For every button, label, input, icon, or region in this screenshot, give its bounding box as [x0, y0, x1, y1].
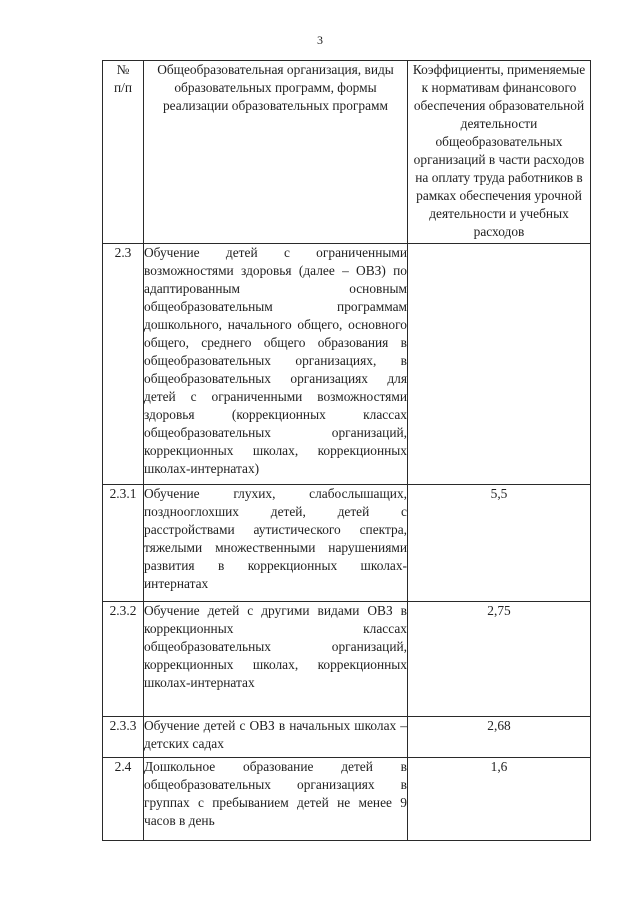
header-organization: Общеобразовательная организация, виды образовательных программ, формы реализации образовательных программ	[144, 61, 408, 244]
row-coefficient	[408, 244, 591, 485]
row-description: Дошкольное образование детей в общеобразовательных организациях в группах с пребыванием детей не менее 9 часов в день	[144, 758, 408, 841]
table-row	[103, 758, 591, 841]
coefficients-table	[102, 60, 591, 841]
table-header-row	[103, 61, 591, 244]
table-row	[103, 602, 591, 717]
page-number: 3	[317, 33, 323, 47]
row-number: 2.4	[103, 758, 144, 841]
table-row	[103, 717, 591, 758]
row-coefficient: 5,5	[408, 485, 591, 602]
header-coefficients: Коэффициенты, применяемые к нормативам финансового обеспечения образовательной деятельности общеобразовательных организаций в части расходов на оплату труда работников в рамках обеспечения урочной деятельности и учебных расходов	[408, 61, 591, 244]
row-description: Обучение глухих, слабослышащих, позднооглохших детей, детей с расстройствами аутистического спектра, тяжелыми множественными нарушениями развития в коррекционных школах-интернатах	[144, 485, 408, 602]
table-row	[103, 485, 591, 602]
row-coefficient: 2,75	[408, 602, 591, 717]
row-number: 2.3.2	[103, 602, 144, 717]
table-row	[103, 244, 591, 485]
row-description: Обучение детей с ОВЗ в начальных школах – детских садах	[144, 717, 408, 758]
row-coefficient: 2,68	[408, 717, 591, 758]
row-coefficient: 1,6	[408, 758, 591, 841]
row-description: Обучение детей с ограниченными возможностями здоровья (далее – ОВЗ) по адаптированным основным общеобразовательным программам дошкольного, начального общего, основного общего, среднего общего образования в общеобразовательных организациях, в общеобразовательных организациях для детей с ограниченными возможностями здоровья (коррекционных классах общеобразовательных организаций, коррекционных школах, коррекционных школах-интернатах)	[144, 244, 408, 485]
row-description: Обучение детей с другими видами ОВЗ в коррекционных классах общеобразовательных организаций, коррекционных школах, коррекционных школах-интернатах	[144, 602, 408, 717]
row-number: 2.3.3	[103, 717, 144, 758]
header-number: № п/п	[103, 61, 144, 244]
row-number: 2.3	[103, 244, 144, 485]
row-number: 2.3.1	[103, 485, 144, 602]
